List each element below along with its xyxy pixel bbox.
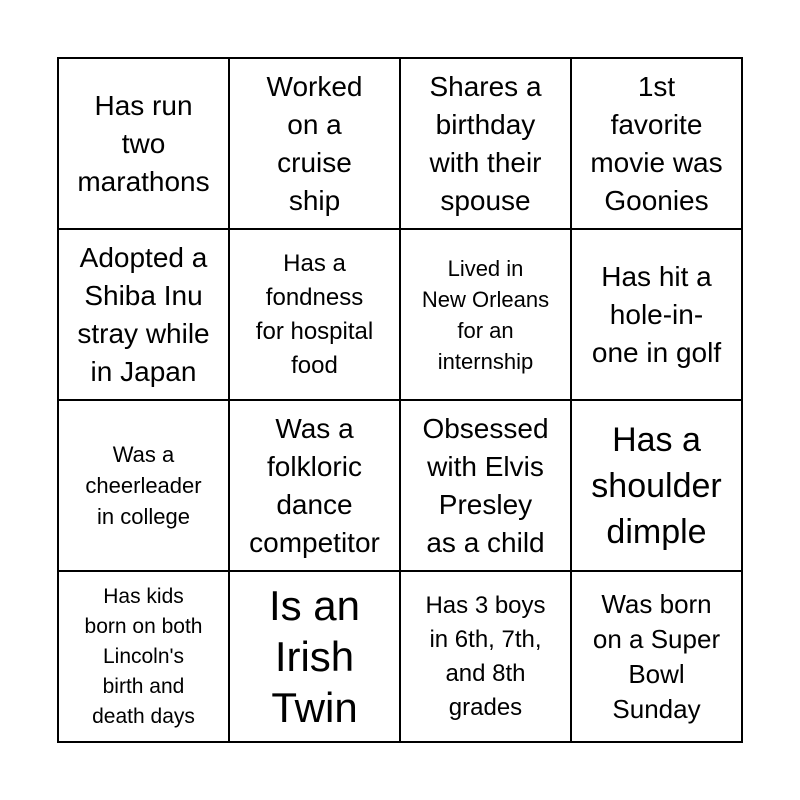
bingo-square[interactable] xyxy=(230,401,401,572)
bingo-square-text: Has a fondness for hospital food xyxy=(255,249,374,379)
bingo-square-text: Lived in New Orleans for an internship xyxy=(421,255,550,374)
bingo-square[interactable] xyxy=(401,401,572,572)
bingo-square[interactable] xyxy=(572,59,743,230)
bingo-square-text: Has hit a hole-in- one in golf xyxy=(591,260,722,368)
bingo-card xyxy=(57,57,743,743)
bingo-square[interactable] xyxy=(572,230,743,401)
bingo-square[interactable] xyxy=(59,401,230,572)
bingo-square-text: Has a shoulder dimple xyxy=(591,420,722,551)
bingo-square[interactable] xyxy=(59,572,230,743)
bingo-square[interactable] xyxy=(401,230,572,401)
bingo-square[interactable] xyxy=(230,230,401,401)
bingo-square-text: Was a cheerleader in college xyxy=(85,442,202,529)
bingo-square-text: Is an Irish Twin xyxy=(268,582,361,731)
bingo-square-text: Was a folkloric dance competitor xyxy=(249,412,380,558)
bingo-square[interactable] xyxy=(401,572,572,743)
bingo-square[interactable] xyxy=(572,572,743,743)
bingo-square[interactable] xyxy=(59,59,230,230)
bingo-square-text: Shares a birthday with their spouse xyxy=(429,70,542,216)
bingo-square-text: Obsessed with Elvis Presley as a child xyxy=(422,412,549,558)
bingo-square-text: Has run two marathons xyxy=(77,89,210,197)
bingo-square[interactable] xyxy=(401,59,572,230)
bingo-square-text: Has kids born on both Lincoln's birth and death days xyxy=(84,584,203,728)
bingo-square-text: Worked on a cruise ship xyxy=(266,70,363,216)
bingo-square-text: Has 3 boys in 6th, 7th, and 8th grades xyxy=(425,591,546,721)
bingo-square-text: 1st favorite movie was Goonies xyxy=(590,70,723,216)
bingo-square[interactable] xyxy=(230,572,401,743)
bingo-square-text: Was born on a Super Bowl Sunday xyxy=(592,588,721,724)
bingo-square[interactable] xyxy=(230,59,401,230)
bingo-square[interactable] xyxy=(59,230,230,401)
bingo-square[interactable] xyxy=(572,401,743,572)
bingo-square-text: Adopted a Shiba Inu stray while in Japan xyxy=(77,241,210,387)
